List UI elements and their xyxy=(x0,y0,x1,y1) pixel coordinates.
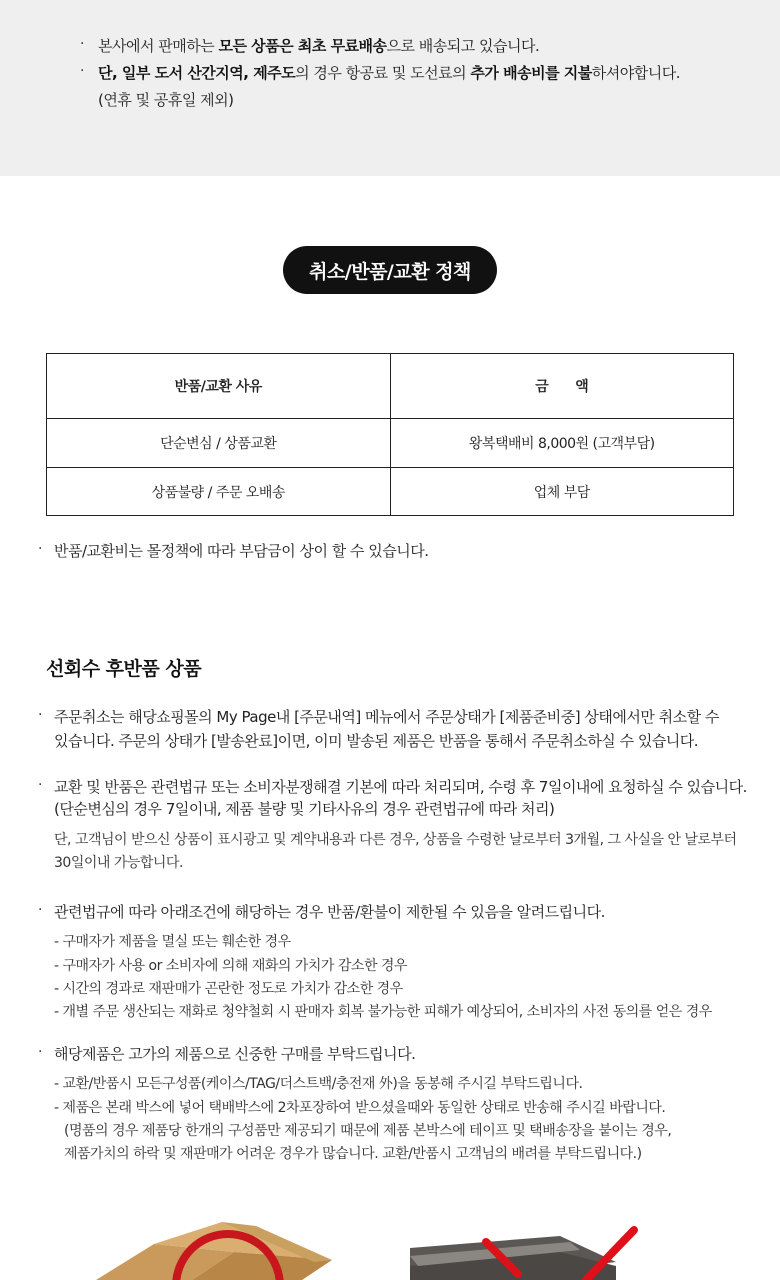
restrict-sub-3: - 시간의 경과로 재판매가 곤란한 정도로 가치가 감소한 경우 xyxy=(54,981,403,997)
table-cell: 업체 부담 xyxy=(390,468,734,516)
bullet: · xyxy=(80,63,84,79)
cardboard-box-allowed-illustration xyxy=(96,1222,336,1280)
bullet: · xyxy=(38,707,42,723)
restrict-sub-2: - 구매자가 사용 or 소비자에 의해 재화의 가치가 감소한 경우 xyxy=(54,958,407,974)
restrict-line-1: 관련법규에 따라 아래조건에 해당하는 경우 반품/환불이 제한될 수 있음을 알려드립니다. xyxy=(54,903,605,921)
table-header-reason: 반품/교환 사유 xyxy=(47,354,391,419)
shipping-notice-box xyxy=(0,0,780,176)
restrict-sub-1: - 구매자가 제품을 멸실 또는 훼손한 경우 xyxy=(54,934,291,950)
section-title: 선회수 후반품 상품 xyxy=(46,658,202,680)
caution-sub-4: 제품가치의 하락 및 재판매가 어려운 경우가 많습니다. 교환/반품시 고객님의 배려를 부탁드립니다.) xyxy=(64,1146,642,1162)
bullet: · xyxy=(38,541,42,557)
exchange-sub-2: 30일이내 가능합니다. xyxy=(54,855,183,871)
bullet: · xyxy=(38,1044,42,1060)
table-cell: 단순변심 / 상품교환 xyxy=(47,419,391,468)
cancel-line-2: 있습니다. 주문의 상태가 [발송완료]이면, 이미 발송된 제품은 반품을 통해서 주문취소하실 수 있습니다. xyxy=(54,732,699,750)
taped-box-icon xyxy=(410,1222,650,1280)
taped-box-forbidden-illustration xyxy=(410,1222,650,1280)
exchange-line-1: 교환 및 반품은 관련법규 또는 소비자분쟁해결 기본에 따라 처리되며, 수령 후 7일이내에 요청하실 수 있습니다. xyxy=(54,778,747,796)
table-row xyxy=(47,468,734,516)
cancel-line-1: 주문취소는 해당쇼핑몰의 My Page내 [주문내역] 메뉴에서 주문상태가 [제품준비중] 상태에서만 취소할 수 xyxy=(54,708,719,726)
caution-line-1: 해당제품은 고가의 제품으로 신중한 구매를 부탁드립니다. xyxy=(54,1045,416,1063)
caution-sub-3: (명품의 경우 제품당 한개의 구성품만 제공되기 때문에 제품 본박스에 테이프 및 택배송장을 붙이는 경우, xyxy=(64,1123,672,1139)
policy-title-badge: 취소/반품/교환 정책 xyxy=(283,246,497,294)
exchange-sub-1: 단, 고객님이 받으신 상품이 표시광고 및 계약내용과 다른 경우, 상품을 수령한 날로부터 3개월, 그 사실을 안 날로부터 xyxy=(54,832,737,848)
table-row xyxy=(47,419,734,468)
caution-sub-2: - 제품은 본래 박스에 넣어 택배박스에 2차포장하여 받으셨을때와 동일한 상태로 반송해 주시길 바랍니다. xyxy=(54,1100,666,1116)
bullet: · xyxy=(38,777,42,793)
bullet: · xyxy=(38,902,42,918)
exchange-line-2: (단순변심의 경우 7일이내, 제품 불량 및 기타사유의 경우 관련법규에 따라 처리) xyxy=(54,800,555,818)
bullet: · xyxy=(80,36,84,52)
restrict-sub-4: - 개별 주문 생산되는 재화로 청약철회 시 판매자 회복 불가능한 피해가 예상되어, 소비자의 사전 동의를 얻은 경우 xyxy=(54,1004,712,1020)
policy-table xyxy=(46,353,734,516)
caution-sub-1: - 교환/반품시 모든구성품(케이스/TAG/더스트백/충전재 外)을 동봉해 주시길 부탁드립니다. xyxy=(54,1076,583,1092)
shipping-line-3: (연휴 및 공휴일 제외) xyxy=(98,91,234,109)
table-header-amount: 금 액 xyxy=(390,354,734,419)
shipping-line-1: 본사에서 판매하는 모든 상품은 최초 무료배송으로 배송되고 있습니다. xyxy=(98,37,540,55)
table-cell: 왕복택배비 8,000원 (고객부담) xyxy=(390,419,734,468)
table-header-row xyxy=(47,354,734,419)
table-note: 반품/교환비는 몰정책에 따라 부담금이 상이 할 수 있습니다. xyxy=(54,542,429,560)
cardboard-box-icon xyxy=(96,1222,336,1280)
table-cell: 상품불량 / 주문 오배송 xyxy=(47,468,391,516)
shipping-line-2: 단, 일부 도서 산간지역, 제주도의 경우 항공료 및 도선료의 추가 배송비를 지불하셔야합니다. xyxy=(98,64,680,82)
